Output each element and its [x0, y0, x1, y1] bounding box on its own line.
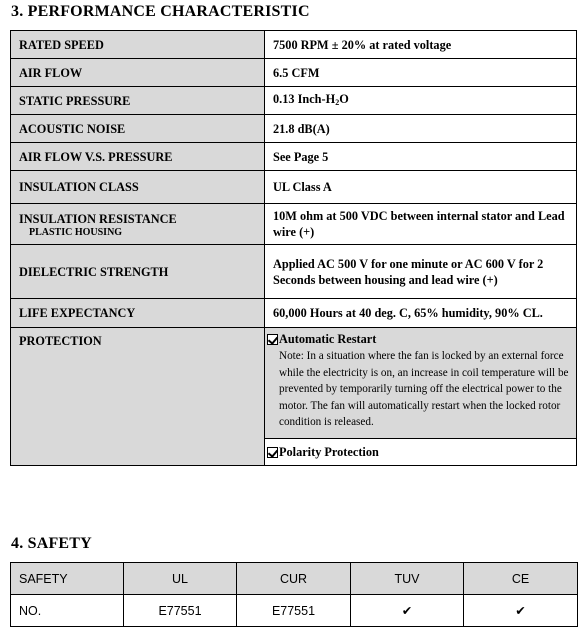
performance-section-title: 3. PERFORMANCE CHARACTERISTIC [11, 3, 310, 20]
ul-header: UL [124, 563, 237, 595]
auto-restart-block [265, 328, 576, 428]
table-row [11, 299, 577, 328]
static-pressure-value [265, 87, 577, 115]
no-label: NO. [11, 595, 124, 627]
acoustic-noise-label: ACOUSTIC NOISE [11, 115, 265, 143]
table-row [11, 31, 577, 59]
ul-number: E77551 [124, 595, 237, 627]
table-row [11, 87, 577, 115]
insulation-resistance-title: INSULATION RESISTANCE [19, 211, 177, 226]
insulation-resistance-sublabel: PLASTIC HOUSING [29, 226, 123, 238]
life-expectancy-label: LIFE EXPECTANCY [11, 299, 265, 328]
protection-value [265, 328, 577, 466]
performance-table [10, 30, 577, 466]
static-pressure-value-end: O [339, 91, 349, 106]
polarity-heading [267, 445, 570, 460]
insulation-resistance-label [11, 204, 265, 245]
acoustic-noise-value: 21.8 dB(A) [265, 115, 577, 143]
static-pressure-value-main: 0.13 Inch-H [273, 91, 336, 106]
polarity-label: Polarity Protection [279, 445, 379, 459]
auto-restart-heading [267, 332, 570, 347]
rated-speed-label: RATED SPEED [11, 31, 265, 59]
dielectric-strength-value: Applied AC 500 V for one minute or AC 600 V for 2 Seconds between housing and lead wire (+) [265, 245, 577, 299]
insulation-resistance-value: 10M ohm at 500 VDC between internal stator and Lead wire (+) [265, 204, 577, 245]
insulation-class-label: INSULATION CLASS [11, 171, 265, 204]
ce-header: CE [464, 563, 578, 595]
table-header-row [11, 563, 578, 595]
auto-restart-label: Automatic Restart [279, 332, 377, 346]
cur-number: E77551 [237, 595, 351, 627]
safety-table [10, 562, 578, 627]
airflow-vs-pressure-value: See Page 5 [265, 143, 577, 171]
table-row [11, 245, 577, 299]
table-row [11, 204, 577, 245]
polarity-block [265, 438, 576, 465]
safety-header: SAFETY [11, 563, 124, 595]
checked-box-icon [267, 334, 278, 345]
table-row [11, 115, 577, 143]
checked-box-icon [267, 447, 278, 458]
table-row [11, 143, 577, 171]
dielectric-strength-label: DIELECTRIC STRENGTH [11, 245, 265, 299]
rated-speed-value: 7500 RPM ± 20% at rated voltage [265, 31, 577, 59]
ce-check-icon: ✔ [464, 595, 578, 627]
safety-section-title: 4. SAFETY [11, 535, 92, 552]
tuv-header: TUV [351, 563, 464, 595]
table-row [11, 595, 578, 627]
air-flow-value: 6.5 CFM [265, 59, 577, 87]
air-flow-label: AIR FLOW [11, 59, 265, 87]
protection-label: PROTECTION [11, 328, 265, 466]
table-row [11, 328, 577, 466]
airflow-vs-pressure-label: AIR FLOW V.S. PRESSURE [11, 143, 265, 171]
insulation-class-value: UL Class A [265, 171, 577, 204]
tuv-check-icon: ✔ [351, 595, 464, 627]
static-pressure-label: STATIC PRESSURE [11, 87, 265, 115]
life-expectancy-value: 60,000 Hours at 40 deg. C, 65% humidity, 90% CL. [265, 299, 577, 328]
auto-restart-note: Note: In a situation where the fan is locked by an external force while the electricity is on, an increase in coil temperature will be prevented by temporarily turning off the electrical power to the motor. The fan will automatically restart when the locked rotor condition is released. [279, 350, 569, 428]
table-row [11, 171, 577, 204]
table-row [11, 59, 577, 87]
static-pressure-subscript: 2 [335, 97, 340, 107]
cur-header: CUR [237, 563, 351, 595]
